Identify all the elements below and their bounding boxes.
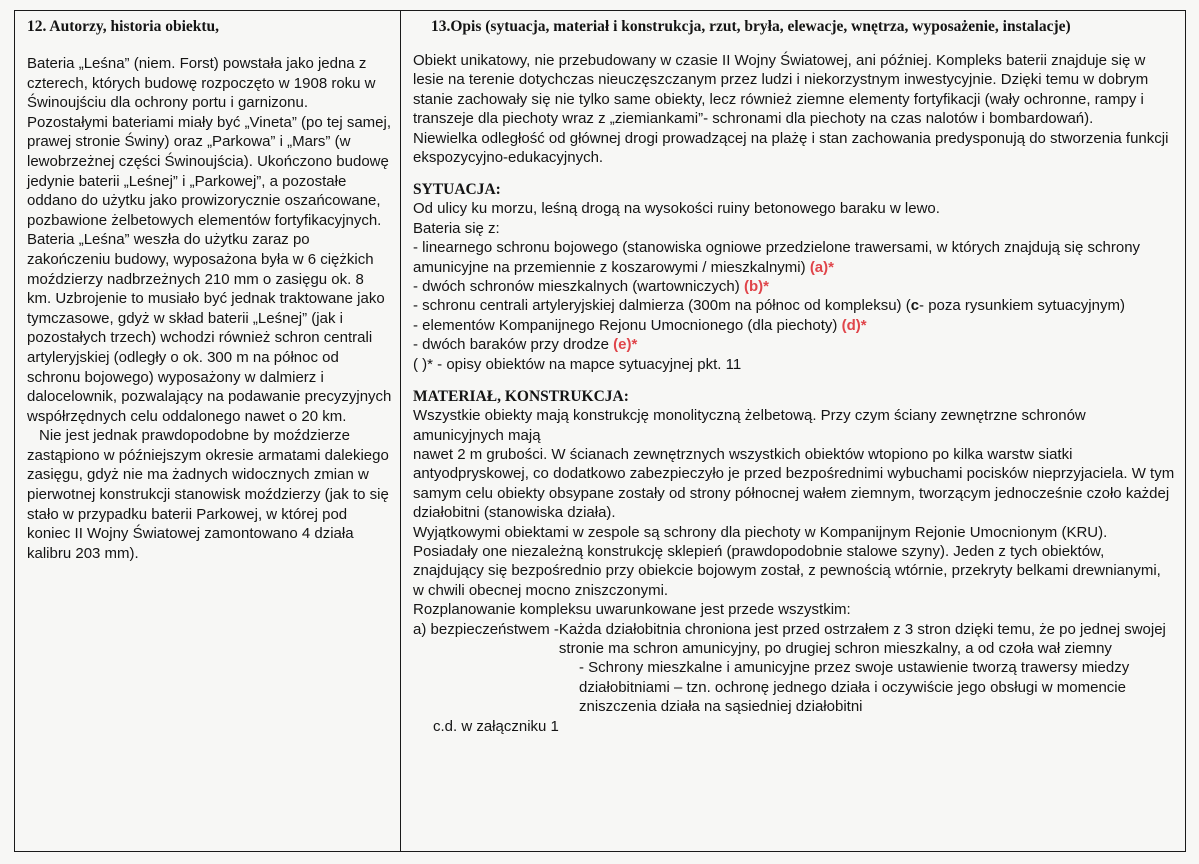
history-paragraph-1: Bateria „Leśna” (niem. Forst) powstała jako jedna z czterech, których budowę rozpoczęto w 1908 roku w Świnoujściu dla ochrony portu i garnizonu. Pozostałymi bateriami miały być „Vineta” (po tej samej, prawej stronie Świny) oraz „Parkowa” i „Mars” (w lewobrzeżnej części Świnoujścia). Ukończono budowę jedynie baterii „Leśnej” i „Parkowej”, a pozostałe oddano do użytku jako prowizorycznie oszańcowane, pozbawione żelbetowych elementów fortyfikacyjnych. <box>27 55 392 229</box>
marker-a: (a)* <box>809 258 834 276</box>
list-item-c-tail: - poza rysunkiem sytuacyjnym) <box>919 297 1125 315</box>
list-item-e-text: - dwóch baraków przy drodze <box>413 336 609 354</box>
list-item-c-text: - schronu centrali artyleryjskiej dalmierza (300m na północ od kompleksu) ( <box>413 297 911 315</box>
material-paragraph-1: Wszystkie obiekty mają konstrukcję monolityczną żelbetową. Przy czym ściany zewnętrzne schronów amunicyjnych mają <box>413 407 1086 444</box>
form-sheet <box>14 10 1186 852</box>
safety-point <box>413 620 1175 659</box>
list-item-e <box>413 335 1175 354</box>
material-paragraph-3: Wyjątkowymi obiektami w zespole są schrony dla piechoty w Kompanijnym Rejonie Umocnionym (KRU). Posiadały one niezależną konstrukcję sklepień (prawdopodobnie stalowe szyny). Jeden z tych obiektów, znajdujący się bezpośrednio przy obiekcie bojowym został, z pewnością wtórnie, przekryty belkami drewnianymi, w chwili obecnej mocno zniszczonymi. <box>413 523 1161 599</box>
safety-label: a) bezpieczeństwem - <box>413 620 559 638</box>
list-item-a <box>413 238 1175 277</box>
description-text <box>413 51 1175 736</box>
continuation-note: c.d. w załączniku 1 <box>433 717 559 735</box>
sytuacja-line-1: Od ulicy ku morzu, leśną drogą na wysokości ruiny betonowego baraku w lewo. <box>413 200 940 218</box>
intro-paragraph-2: Niewielka odległość od głównej drogi prowadzącej na plażę i stan zachowania predysponują do stworzenia funkcji ekspozycyjno-edukacyjnych. <box>413 129 1169 167</box>
history-heading: 12. Autorzy, historia obiektu, <box>27 18 220 35</box>
sytuacja-title: SYTUACJA: <box>413 181 501 199</box>
intro-paragraph-1: Obiekt unikatowy, nie przebudowany w czasie II Wojny Światowej, ani później. Kompleks baterii znajduje się w lesie na terenie dotychczas nieuczęszczanym przez ludzi i niekorzystnym inwestycyjnie. Dzięki temu w dobrym stanie zachowały się nie tylko same obiekty, lecz również ziemne elementy fortyfikacji (wały ochronne, rampy i transzeje dla piechoty wraz z „ziemiankami”- schronami dla piechoty na czas nalotów i bombardowań). <box>413 52 1149 128</box>
material-paragraph-4: Rozplanowanie kompleksu uwarunkowane jest przede wszystkim: <box>413 601 851 619</box>
history-column <box>15 11 401 851</box>
footnote: ( )* - opisy obiektów na mapce sytuacyjnej pkt. 11 <box>413 355 742 373</box>
list-item-b <box>413 277 1175 296</box>
history-paragraph-2: Bateria „Leśna” weszła do użytku zaraz po zakończeniu budowy, wyposażona była w 6 ciężkich moździerzy nadbrzeżnych 210 mm o zasięgu ok. 8 km. Uzbrojenie to musiało być jednak traktowane jako tymczasowe, gdyż w skład baterii „Leśnej” (jak i pozostałych trzech) wchodzi również schron centrali artyleryjskiej (odległy o ok. 300 m na północ od schronu bojowego) wyposażony w dalmierz i dalocelownik, pozwalający na podawanie precyzyjnych współrzędnych celu oddalonego nawet o 20 km. <box>27 231 392 425</box>
traverse-text: - Schrony mieszkalne i amunicyjne przez swoje ustawienie tworzą trawersy miedzy działobitniami – tzn. ochronę jednego działa i oczywiście jego obsługi w momencie zniszczenia działa na sąsiedniej działobitni <box>579 659 1130 716</box>
description-heading: 13.Opis (sytuacja, materiał i konstrukcja, rzut, bryła, elewacje, wnętrza, wyposażenie, instalacje) <box>431 18 1071 35</box>
history-paragraph-3: Nie jest jednak prawdopodobne by moździerze zastąpiono w późniejszym okresie armatami dalekiego zasięgu, gdyż nie ma żadnych widocznych zmian w pierwotnej konstrukcji stanowisk moździerzy (jak to się stało w przypadku baterii Parkowej, w której pod koniec II Wojny Światowej zamontowano 4 działa kalibru 203 mm). <box>27 427 389 562</box>
sytuacja-line-2: Bateria się z: <box>413 219 500 237</box>
marker-d: (d)* <box>841 316 867 334</box>
list-item-d-text: - elementów Kompanijnego Rejonu Umocnionego (dla piechoty) <box>413 316 838 334</box>
marker-c: c <box>910 297 920 315</box>
material-title: MATERIAŁ, KONSTRUKCJA: <box>413 388 629 406</box>
list-item-d <box>413 316 1175 335</box>
marker-e: (e)* <box>613 336 638 354</box>
list-item-c <box>413 296 1175 315</box>
list-item-b-text: - dwóch schronów mieszkalnych (wartowniczych) <box>413 278 740 296</box>
safety-text: Każda działobitnia chroniona jest przed ostrzałem z 3 stron dzięki temu, że po jednej swojej stronie ma schron amunicyjny, po drugiej schron mieszkalny, a od czoła wał ziemny <box>558 620 1166 657</box>
material-paragraph-2: nawet 2 m grubości. W ścianach zewnętrznych wszystkich obiektów wtopiono po kilka warstw siatki antyodpryskowej, co dodatkowo zabezpieczyło je przed bezpośrednimi wybuchami pocisków nieprzyjaciela. W tym samym celu obiekty obsypane zostały od strony północnej wałem ziemnym, tworzącym jednocześnie czoło każdej działobitni (stanowiska działa). <box>413 445 1175 522</box>
description-column <box>401 11 1185 851</box>
history-text <box>27 54 392 563</box>
list-item-a-text: - linearnego schronu bojowego (stanowiska ogniowe przedzielone trawersami, w których znajdują się schrony amunicyjne na przemiennie z koszarowymi / mieszkalnymi) <box>413 239 1141 276</box>
marker-b: (b)* <box>743 278 769 296</box>
